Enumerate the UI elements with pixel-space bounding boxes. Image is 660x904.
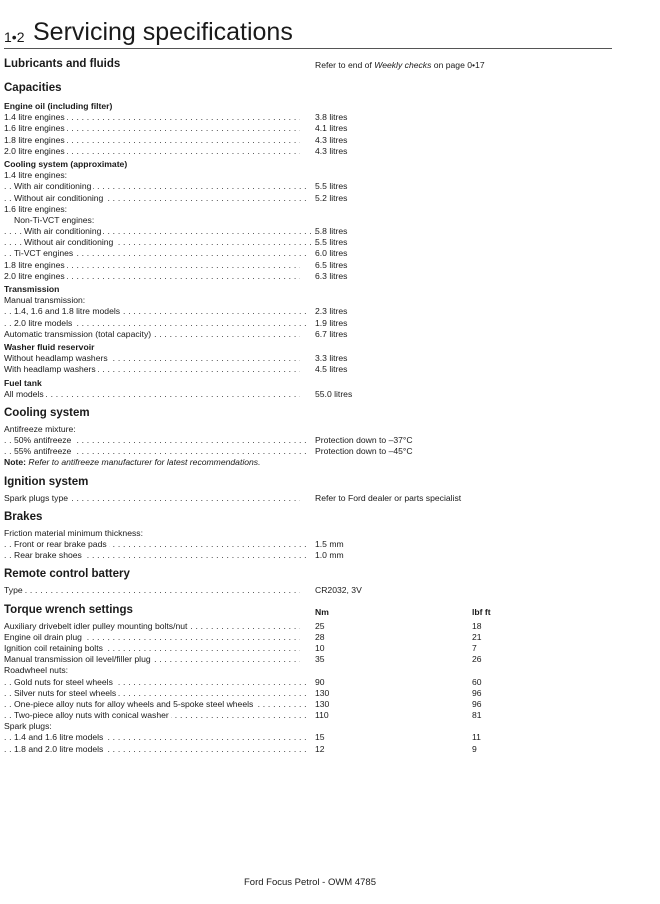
- spec-label: Without air conditioning . . .: [4, 193, 310, 204]
- subheading-label: Cooling system (approximate): [4, 158, 128, 169]
- spec-row: [4, 146, 604, 157]
- spec-value: 5.5 litres: [315, 181, 348, 192]
- section-heading-label: Remote control battery: [4, 568, 130, 581]
- spec-value: 110: [315, 710, 329, 721]
- spec-value: Protection down to –45°C: [315, 446, 413, 457]
- spec-value-lbf: 26: [472, 654, 482, 665]
- spec-row: [4, 643, 604, 654]
- spec-value-lbf: 60: [472, 676, 482, 687]
- spec-row: [4, 688, 604, 699]
- spec-row: [4, 353, 604, 364]
- spec-label: Non-Ti-VCT engines:: [14, 214, 95, 225]
- section-heading: [4, 563, 604, 585]
- spec-value: Refer to Ford dealer or parts specialist: [315, 492, 462, 503]
- spec-value: 6.0 litres: [315, 248, 348, 259]
- spec-label: 2.0 litre engines . . .: [4, 271, 300, 282]
- subheading-label: Engine oil (including filter): [4, 101, 113, 111]
- spec-row: [4, 632, 604, 643]
- spec-label: Roadwheel nuts:: [4, 665, 69, 676]
- page-number: 1•2: [4, 29, 25, 45]
- spec-value: 5.5 litres: [315, 237, 348, 248]
- spec-label: One-piece alloy nuts for alloy wheels and 5-spoke steel wheels . . .: [4, 699, 310, 710]
- spec-row: [4, 528, 604, 539]
- spec-row: [4, 585, 604, 596]
- spec-row: [4, 329, 604, 340]
- spec-label: Gold nuts for steel wheels . . .: [4, 677, 310, 688]
- spec-value-lbf: 81: [472, 710, 482, 721]
- section-heading-value-2: lbf ft: [472, 606, 491, 617]
- spec-row: [4, 226, 604, 237]
- spec-label: Rear brake shoes . . .: [4, 550, 310, 561]
- spec-label: Antifreeze mixture:: [4, 423, 76, 434]
- page-footer: Ford Focus Petrol - OWM 4785: [244, 877, 376, 888]
- spec-label: Spark plugs:: [4, 721, 52, 732]
- spec-row: [4, 493, 604, 504]
- spec-row: [4, 550, 604, 561]
- spec-row: [4, 699, 604, 710]
- spec-row: [4, 204, 604, 215]
- spec-value: 35: [315, 654, 325, 665]
- spec-row: [4, 721, 604, 732]
- spec-row: [4, 389, 604, 400]
- spec-value: 1.0 mm: [315, 550, 344, 561]
- spec-row: [4, 123, 604, 134]
- section-heading-label: Capacities: [4, 82, 62, 94]
- spec-value: 90: [315, 676, 325, 687]
- spec-row: [4, 446, 604, 457]
- spec-label: 1.4 and 1.6 litre models . . .: [4, 732, 310, 743]
- spec-label: Without headlamp washers . . .: [4, 353, 300, 364]
- section-heading-value: Nm: [315, 606, 329, 617]
- section-heading: [4, 599, 604, 621]
- subheading: [4, 159, 604, 170]
- spec-label: 1.8 and 2.0 litre models . . .: [4, 744, 310, 755]
- spec-value: 130: [315, 698, 330, 709]
- spec-label: All models . . .: [4, 389, 300, 400]
- spec-row: [4, 621, 604, 632]
- spec-row: [4, 424, 604, 435]
- spec-label: With air conditioning . . .: [4, 226, 320, 237]
- spec-row: [4, 306, 604, 317]
- spec-row: [4, 248, 604, 259]
- spec-value-lbf: 7: [472, 642, 477, 653]
- section-heading-label: Lubricants and fluids: [4, 58, 121, 70]
- spec-label: Engine oil drain plug . . .: [4, 632, 300, 643]
- section-heading-value: Refer to end of Weekly checks on page 0•17: [315, 60, 485, 70]
- spec-label: 2.0 litre engines . . .: [4, 146, 300, 157]
- spec-label: Ignition coil retaining bolts . . .: [4, 643, 300, 654]
- spec-label: 2.0 litre models . . .: [4, 318, 310, 329]
- spec-row: [4, 744, 604, 755]
- spec-row: [4, 112, 604, 123]
- spec-label: Manual transmission:: [4, 295, 86, 306]
- spec-value: 5.8 litres: [315, 226, 348, 237]
- subheading: [4, 342, 604, 353]
- spec-value: Protection down to –37°C: [315, 435, 413, 446]
- spec-value: 1.5 mm: [315, 539, 344, 549]
- spec-label: Note: Refer to antifreeze manufacturer for latest recommendations.: [4, 457, 261, 468]
- spec-value-lbf: 9: [472, 743, 477, 754]
- spec-value: 1.9 litres: [315, 317, 348, 328]
- spec-label: With headlamp washers . . .: [4, 364, 300, 375]
- spec-label: Without air conditioning . . .: [4, 237, 320, 248]
- spec-row: [4, 135, 604, 146]
- spec-row: [4, 457, 604, 468]
- spec-label: 1.6 litre engines . . .: [4, 123, 300, 134]
- spec-value: 28: [315, 631, 325, 642]
- spec-value: 2.3 litres: [315, 306, 348, 317]
- spec-label: With air conditioning . . .: [4, 181, 310, 192]
- spec-row: [4, 215, 604, 226]
- section-heading-label: Brakes: [4, 510, 43, 523]
- page-title: Servicing specifications: [33, 18, 293, 46]
- spec-value: 10: [315, 642, 325, 653]
- section-heading: [4, 77, 604, 99]
- spec-value-lbf: 21: [472, 631, 482, 642]
- spec-row: [4, 318, 604, 329]
- spec-value: 6.7 litres: [315, 328, 348, 339]
- spec-content: [4, 57, 604, 755]
- spec-label: Two-piece alloy nuts with conical washer . . .: [4, 710, 310, 721]
- spec-label: Automatic transmission (total capacity) . . .: [4, 329, 300, 340]
- spec-value-lbf: 18: [472, 620, 482, 631]
- spec-value: 4.1 litres: [315, 123, 348, 134]
- spec-value-lbf: 96: [472, 687, 482, 698]
- spec-value: 130: [315, 687, 330, 698]
- spec-label: 1.4 litre engines . . .: [4, 112, 300, 123]
- subheading: [4, 378, 604, 389]
- spec-label: 1.6 litre engines:: [4, 203, 68, 214]
- spec-row: [4, 260, 604, 271]
- spec-value-lbf: 96: [472, 698, 482, 709]
- subheading-label: Fuel tank: [4, 377, 42, 388]
- section-heading: [4, 402, 604, 424]
- section-heading: [4, 57, 604, 75]
- spec-row: [4, 181, 604, 192]
- spec-row: [4, 170, 604, 181]
- spec-row: [4, 435, 604, 446]
- spec-label: 55% antifreeze . . .: [4, 446, 310, 457]
- spec-row: [4, 539, 604, 550]
- page-header: [4, 18, 612, 49]
- section-heading-label: Torque wrench settings: [4, 603, 133, 616]
- spec-value: 4.3 litres: [315, 145, 348, 156]
- spec-value: 4.5 litres: [315, 364, 348, 375]
- spec-value: 4.3 litres: [315, 134, 348, 145]
- spec-label: Friction material minimum thickness:: [4, 527, 143, 538]
- spec-row: [4, 665, 604, 676]
- spec-label: Spark plugs type . . .: [4, 493, 300, 504]
- spec-value: CR2032, 3V: [315, 585, 362, 596]
- spec-value: 55.0 litres: [315, 388, 353, 399]
- spec-row: [4, 654, 604, 665]
- section-heading-label: Cooling system: [4, 406, 90, 419]
- subheading-label: Transmission: [4, 284, 60, 294]
- spec-row: [4, 732, 604, 743]
- section-heading: [4, 506, 604, 528]
- spec-value: 15: [315, 732, 325, 743]
- spec-label: Type . . .: [4, 585, 300, 596]
- spec-label: 1.4 litre engines:: [4, 170, 68, 181]
- spec-label: Front or rear brake pads . . .: [4, 539, 310, 550]
- subheading: [4, 101, 604, 112]
- spec-label: 50% antifreeze . . .: [4, 435, 310, 446]
- spec-row: [4, 271, 604, 282]
- spec-value: 5.2 litres: [315, 192, 348, 203]
- section-heading-label: Ignition system: [4, 475, 89, 488]
- spec-label: Silver nuts for steel wheels . . .: [4, 688, 310, 699]
- subheading: [4, 284, 604, 295]
- spec-label: 1.4, 1.6 and 1.8 litre models . . .: [4, 306, 310, 317]
- spec-value: 25: [315, 620, 325, 631]
- spec-value: 3.3 litres: [315, 353, 348, 364]
- spec-row: [4, 364, 604, 375]
- spec-row: [4, 710, 604, 721]
- section-heading: [4, 471, 604, 493]
- spec-label: 1.8 litre engines . . .: [4, 135, 300, 146]
- spec-value: 3.8 litres: [315, 112, 348, 123]
- spec-value: 6.5 litres: [315, 259, 348, 270]
- spec-label: 1.8 litre engines . . .: [4, 260, 300, 271]
- spec-value-lbf: 11: [472, 732, 481, 743]
- spec-label: Manual transmission oil level/filler plug . . .: [4, 654, 300, 665]
- spec-row: [4, 295, 604, 306]
- spec-row: [4, 237, 604, 248]
- spec-label: Ti-VCT engines . . .: [4, 248, 310, 259]
- subheading-label: Washer fluid reservoir: [4, 341, 95, 352]
- spec-row: [4, 193, 604, 204]
- spec-value: 12: [315, 743, 325, 754]
- spec-row: [4, 677, 604, 688]
- spec-label: Auxiliary drivebelt idler pulley mounting bolts/nut . . .: [4, 621, 300, 632]
- spec-value: 6.3 litres: [315, 270, 348, 281]
